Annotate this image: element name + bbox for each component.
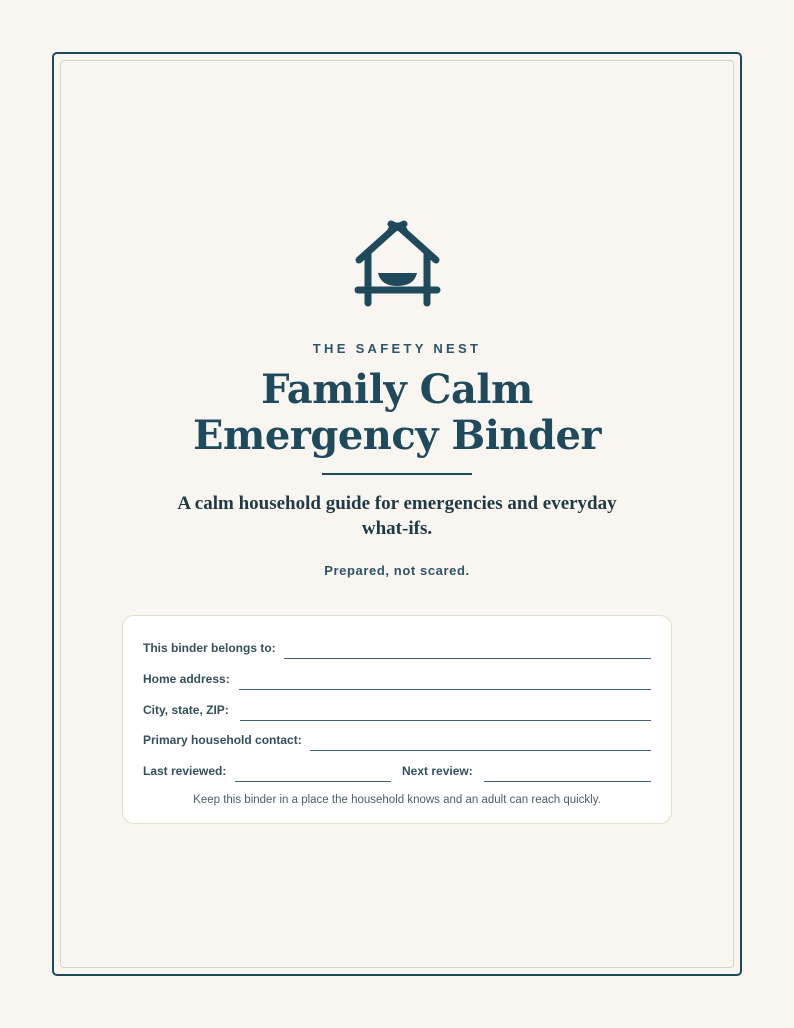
address-row — [143, 670, 651, 690]
house-with-bowl-icon — [354, 218, 441, 308]
title-line-1: Family Calm — [261, 366, 533, 413]
last-reviewed-field[interactable] — [235, 781, 391, 782]
address-label: Home address: — [143, 672, 230, 686]
title-line-2: Emergency Binder — [193, 412, 601, 459]
contact-field[interactable] — [310, 750, 651, 751]
brand-name: THE SAFETY NEST — [312, 341, 482, 356]
page-title — [0, 367, 794, 459]
owner-label: This binder belongs to: — [143, 641, 276, 655]
review-row — [143, 762, 651, 782]
next-review-label: Next review: — [402, 764, 473, 778]
address-field[interactable] — [239, 689, 651, 690]
subtitle-line-1: A calm household guide for emergencies and everyday — [177, 493, 617, 514]
storage-note: Keep this binder in a place the household knows and an adult can reach quickly. — [193, 794, 601, 806]
city-label: City, state, ZIP: — [143, 703, 229, 717]
title-divider — [322, 473, 472, 475]
subtitle-line-2: what-ifs. — [361, 518, 433, 539]
owner-field[interactable] — [284, 658, 651, 659]
owner-row — [143, 639, 651, 659]
subtitle — [0, 491, 794, 541]
contact-label: Primary household contact: — [143, 733, 302, 747]
tagline: Prepared, not scared. — [324, 563, 470, 578]
next-review-field[interactable] — [484, 781, 651, 782]
city-row — [143, 701, 651, 721]
contact-row — [143, 731, 651, 751]
last-reviewed-label: Last reviewed: — [143, 764, 227, 778]
owner-info-card — [122, 615, 672, 824]
city-state-zip-field[interactable] — [240, 720, 651, 721]
